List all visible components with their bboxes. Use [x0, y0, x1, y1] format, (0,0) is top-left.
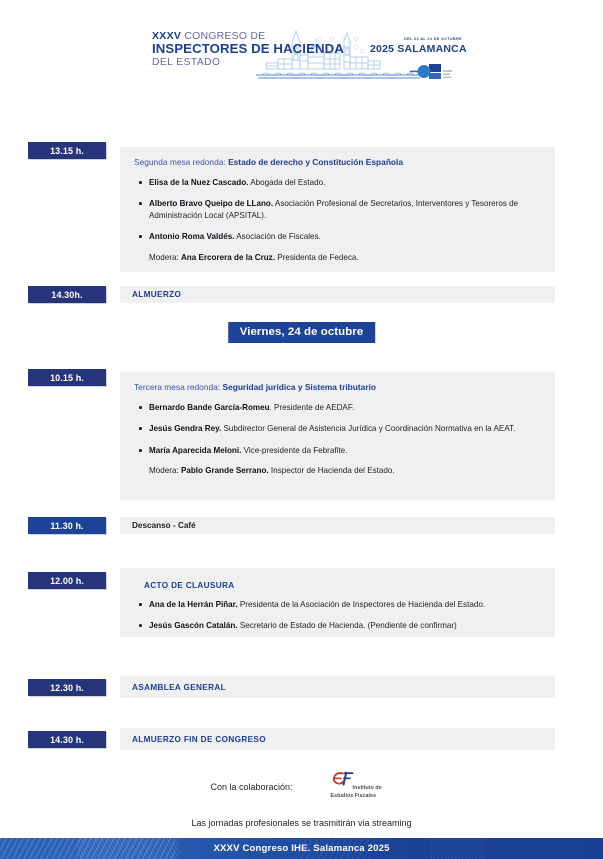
list-item: Elisa de la Nuez Cascado. Abogada del Estado.: [132, 177, 544, 188]
time-badge: 14.30h.: [28, 286, 106, 303]
speaker-list: [132, 599, 544, 632]
logo-line-1: XXXV CONGRESO DE: [152, 30, 266, 42]
time-badge: 14.30 h.: [28, 731, 106, 748]
session-label: Descanso - Café: [132, 521, 196, 530]
ief-logo-text: Instituto de Estudios Fiscales: [330, 785, 382, 799]
congress-logo-text: [152, 31, 344, 68]
ihe-emblem-icon: [410, 61, 462, 85]
list-item: María Aparecida Meloni. Vice-presidente da Febrafite.: [132, 445, 544, 456]
session-panel: [120, 728, 555, 750]
collaboration-label: Con la colaboración:: [210, 782, 293, 792]
list-item: Alberto Bravo Queipo de LLano. Asociación Profesional de Secretarios, Interventores y Tesoreros de Administración Local (APSITAL).: [132, 198, 544, 221]
list-item: Ana de la Herrán Piñar. Presidenta de la Asociación de Inspectores de Hacienda del Estado.: [132, 599, 544, 610]
time-badge: 13.15 h.: [28, 142, 106, 159]
time-badge: 12.30 h.: [28, 679, 106, 696]
time-badge: 11.30 h.: [28, 517, 106, 534]
moderator-line: Modera: Ana Ercorera de la Cruz. Presidenta de Fedeca.: [149, 252, 359, 262]
session-panel: [120, 568, 555, 637]
list-item: Jesús Gendra Rey. Subdirector General de Asistencia Jurídica y Coordinación Normativa en la AEAT.: [132, 423, 544, 434]
session-label: ASAMBLEA GENERAL: [132, 682, 226, 692]
congress-logo: [152, 27, 467, 85]
session-panel: [120, 147, 555, 272]
logo-place: 2025 SALAMANCA: [370, 43, 467, 55]
footer-label: XXXV Congreso IHE. Salamanca 2025: [213, 843, 390, 854]
session-panel: [120, 676, 555, 698]
session-panel: [120, 517, 555, 534]
speaker-list: [132, 402, 544, 456]
congress-logo-dateplace: [370, 37, 467, 55]
session-label: ALMUERZO FIN DE CONGRESO: [132, 734, 266, 744]
time-badge: 10.15 h.: [28, 369, 106, 386]
page-header: [0, 0, 603, 110]
list-item: Bernardo Bande García-Romeu. Presidente de AEDAF.: [132, 402, 544, 413]
logo-line-3: DEL ESTADO: [152, 56, 221, 68]
footer-bar: [0, 838, 603, 859]
moderator-line: Modera: Pablo Grande Serrano. Inspector de Hacienda del Estado.: [149, 466, 395, 476]
session-title: Tercera mesa redonda: Seguridad jurídica y Sistema tributario: [134, 382, 377, 392]
list-item: Antonio Roma Valdés. Asociación de Fiscales.: [132, 231, 544, 242]
day-header: Viernes, 24 de octubre: [228, 322, 376, 343]
ief-logo: [331, 772, 393, 802]
logo-dates: DEL 23 AL 24 DE OCTUBRE: [404, 37, 462, 41]
time-badge: 12.00 h.: [28, 572, 106, 589]
list-item: Jesús Gascón Catalán. Secretario de Estado de Hacienda. (Pendiente de confirmar): [132, 620, 544, 631]
session-panel: [120, 372, 555, 500]
session-heading: ACTO DE CLAUSURA: [144, 581, 235, 590]
session-label: ALMUERZO: [132, 290, 182, 299]
logo-line-2: INSPECTORES DE HACIENDA: [152, 41, 344, 57]
speaker-list: [132, 177, 544, 243]
session-title: Segunda mesa redonda: Estado de derecho y Constitución Española: [134, 157, 404, 167]
session-panel: [120, 286, 555, 303]
streaming-note: Las jornadas profesionales se trasmitirán via streaming: [191, 818, 412, 828]
collaboration-section: [0, 772, 603, 802]
